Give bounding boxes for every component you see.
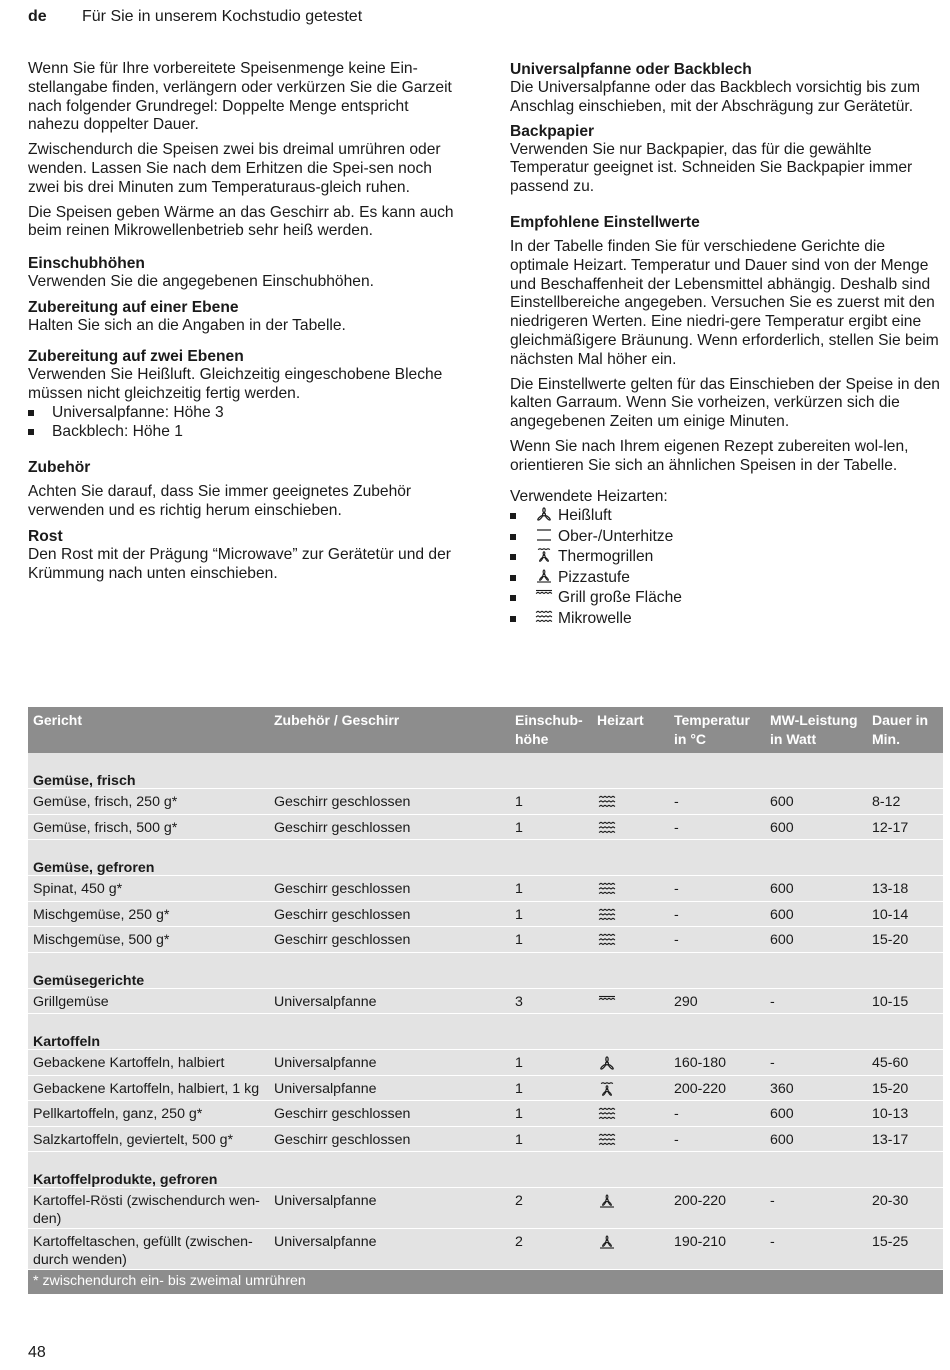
cell-temperatur: - xyxy=(674,794,679,810)
table-row xyxy=(28,1101,943,1127)
grill-large-icon xyxy=(534,589,554,603)
heating-mode-item xyxy=(510,506,942,527)
cell-gericht: Grillgemüse xyxy=(33,993,109,1010)
heating-mode-item xyxy=(510,547,942,568)
table-row xyxy=(28,1127,943,1153)
cell-mw-leistung: 600 xyxy=(770,794,794,810)
paragraph: Wenn Sie nach Ihrem eigenen Rezept zubereiten wol-len, orientieren Sie sich an ähnlichen Speisen in der Tabelle. xyxy=(510,437,909,474)
microwave-icon xyxy=(597,821,672,835)
column-header-einschubhoehe: Einschub- höhe xyxy=(515,712,583,747)
cell-mw-leistung: 360 xyxy=(770,1080,794,1097)
cell-gericht: Pellkartoffeln, ganz, 250 g* xyxy=(33,1106,203,1122)
heating-mode-item xyxy=(510,568,942,589)
cell-gericht: Mischgemüse, 250 g* xyxy=(33,906,170,923)
table-row xyxy=(28,902,943,928)
paragraph: Achten Sie darauf, dass Sie immer geeignetes Zubehör verwenden und es richtig herum einschieben. xyxy=(28,483,412,520)
cell-mw-leistung: 600 xyxy=(770,1131,794,1148)
list-item: Universalpfanne: Höhe 3 xyxy=(28,403,464,422)
heading-zwei-ebenen: Zubereitung auf zwei Ebenen xyxy=(28,347,244,365)
paragraph: Die Speisen geben Wärme an das Geschirr ab. Es kann auch beim reinen Mikrowellenbetrieb sehr heiß werden. xyxy=(28,203,454,240)
heating-mode-label: Heißluft xyxy=(558,507,612,525)
page-header xyxy=(28,6,362,28)
cell-einschubhoehe: 2 xyxy=(515,1193,523,1209)
column-header-zubehoer: Zubehör / Geschirr xyxy=(274,712,400,728)
cell-temperatur: - xyxy=(674,906,679,923)
table-group-title: Gemüsegerichte xyxy=(28,953,943,989)
microwave-icon xyxy=(597,1107,672,1121)
cell-zubehoer: Geschirr geschlossen xyxy=(274,794,411,810)
cell-zubehoer: Universalpfanne xyxy=(274,1234,377,1250)
cell-temperatur: - xyxy=(674,881,679,897)
heading-universalpfanne: Universalpfanne oder Backblech xyxy=(510,61,752,78)
cell-zubehoer: Geschirr geschlossen xyxy=(274,819,411,836)
cell-zubehoer: Universalpfanne xyxy=(274,1193,377,1209)
cell-dauer: 10-14 xyxy=(872,906,909,923)
paragraph: Halten Sie sich an die Angaben in der Tabelle. xyxy=(28,316,346,334)
heating-mode-label: Mikrowelle xyxy=(558,609,632,627)
heating-mode-item xyxy=(510,609,942,630)
fan-icon xyxy=(597,1056,672,1070)
table-row xyxy=(28,1188,943,1229)
cell-einschubhoehe: 1 xyxy=(515,1055,523,1071)
paragraph: Die Einstellwerte gelten für das Einschieben der Speise in den kalten Garraum. Wenn Sie vorheizen, verkürzen sich die angegebenen Zeiten um einige Minuten. xyxy=(510,375,940,431)
table-row xyxy=(28,789,943,815)
thermogrill-icon xyxy=(534,548,554,562)
cell-temperatur: 160-180 xyxy=(674,1055,727,1071)
cell-einschubhoehe: 1 xyxy=(515,1080,523,1097)
left-column xyxy=(28,60,464,590)
microwave-icon xyxy=(597,882,672,896)
language-code: de xyxy=(28,8,47,25)
column-header-mw-leistung: MW-Leistung in Watt xyxy=(770,712,858,747)
page-number: 48 xyxy=(28,1344,46,1361)
cell-dauer: 13-17 xyxy=(872,1131,909,1148)
column-header-gericht: Gericht xyxy=(33,712,83,728)
cell-temperatur: 190-210 xyxy=(674,1234,727,1250)
pizza-setting-icon xyxy=(597,1194,672,1208)
list-zwei-ebenen xyxy=(28,403,464,441)
cell-dauer: 13-18 xyxy=(872,881,909,897)
cell-mw-leistung: - xyxy=(770,1193,775,1209)
paragraph: Den Rost mit der Prägung “Microwave” zur Gerätetür und der Krümmung nach unten einschieben. xyxy=(28,545,451,582)
pizza-setting-icon xyxy=(534,569,554,583)
cell-mw-leistung: 600 xyxy=(770,881,794,897)
top-bottom-heat-icon xyxy=(534,528,554,542)
heating-mode-label: Thermogrillen xyxy=(558,548,654,566)
cell-zubehoer: Geschirr geschlossen xyxy=(274,932,411,948)
cell-gericht: Gemüse, frisch, 250 g* xyxy=(33,794,178,810)
table-group-title: Gemüse, gefroren xyxy=(28,840,943,876)
microwave-icon xyxy=(597,1133,672,1147)
cell-zubehoer: Universalpfanne xyxy=(274,993,377,1010)
cell-gericht: Gebackene Kartoffeln, halbiert, 1 kg xyxy=(33,1080,260,1097)
cell-dauer: 10-15 xyxy=(872,993,909,1010)
cell-dauer: 12-17 xyxy=(872,819,909,836)
cell-temperatur: - xyxy=(674,1106,679,1122)
cell-dauer: 8-12 xyxy=(872,794,901,810)
microwave-icon xyxy=(597,908,672,922)
paragraph: In der Tabelle finden Sie für verschiedene Gerichte die optimale Heizart. Temperatur und Dauer sind von der Menge und Beschaffenheit der Lebensmittel abhängig. Deshalb sind Einstellbereiche angegeben. Versuchen Sie es zuerst mit den niedrigeren Werten. Eine niedri-gere Temperatur ergibt eine gleichmäßigere Bräunung. Wenn erforderlich, stellen Sie beim nächsten Mal höher ein. xyxy=(510,237,939,368)
cell-gericht: Mischgemüse, 500 g* xyxy=(33,932,170,948)
cell-zubehoer: Geschirr geschlossen xyxy=(274,1106,411,1122)
paragraph: Verwenden Sie Heißluft. Gleichzeitig eingeschobene Bleche müssen nicht gleichzeitig fertig werden. xyxy=(28,365,443,402)
cell-einschubhoehe: 2 xyxy=(515,1234,523,1250)
cell-mw-leistung: 600 xyxy=(770,1106,794,1122)
cell-zubehoer: Geschirr geschlossen xyxy=(274,881,411,897)
cell-dauer: 15-25 xyxy=(872,1234,909,1250)
cell-einschubhoehe: 1 xyxy=(515,1131,523,1148)
grill-large-icon xyxy=(597,995,672,1009)
heating-mode-item xyxy=(510,527,942,548)
cell-einschubhoehe: 1 xyxy=(515,1106,523,1122)
cell-temperatur: 200-220 xyxy=(674,1080,727,1097)
microwave-icon xyxy=(597,933,672,947)
heading-zubehoer: Zubehör xyxy=(28,459,91,477)
column-header-heizart: Heizart xyxy=(597,712,644,728)
cell-zubehoer: Geschirr geschlossen xyxy=(274,1131,411,1148)
heading-rost: Rost xyxy=(28,527,63,545)
cell-einschubhoehe: 1 xyxy=(515,881,523,897)
column-header-temperatur: Temperatur in °C xyxy=(674,712,750,747)
cell-gericht: Gemüse, frisch, 500 g* xyxy=(33,819,178,836)
paragraph: Die Universalpfanne oder das Backblech vorsichtig bis zum Anschlag einschieben, mit der Abschrägung zur Gerätetür. xyxy=(510,79,920,115)
heating-mode-label: Grill große Fläche xyxy=(558,589,682,607)
cell-einschubhoehe: 1 xyxy=(515,906,523,923)
table-row xyxy=(28,1076,943,1102)
heating-mode-item xyxy=(510,588,942,609)
table-group-title: Kartoffelprodukte, gefroren xyxy=(28,1152,943,1188)
cell-mw-leistung: 600 xyxy=(770,819,794,836)
heading-einschubhoehen: Einschubhöhen xyxy=(28,255,145,273)
heading-backpapier: Backpapier xyxy=(510,122,595,140)
cell-dauer: 15-20 xyxy=(872,1080,909,1097)
cell-temperatur: 290 xyxy=(674,993,698,1010)
cell-temperatur: - xyxy=(674,819,679,836)
cell-einschubhoehe: 1 xyxy=(515,932,523,948)
table-group-title: Gemüse, frisch xyxy=(28,753,943,789)
microwave-icon xyxy=(597,795,672,809)
cell-gericht: Kartoffel-Rösti (zwischendurch wen-den) xyxy=(33,1193,260,1227)
cell-mw-leistung: - xyxy=(770,993,775,1010)
cell-mw-leistung: 600 xyxy=(770,906,794,923)
cell-gericht: Salzkartoffeln, geviertelt, 500 g* xyxy=(33,1131,234,1148)
pizza-setting-icon xyxy=(597,1235,672,1249)
paragraph: Zwischendurch die Speisen zwei bis dreimal umrühren oder wenden. Lassen Sie nach dem Erhitzen die Spei-sen noch zwei bis drei Minuten zum Temperaturaus-gleich ruhen. xyxy=(28,141,441,196)
microwave-icon xyxy=(534,610,554,624)
cell-gericht: Gebackene Kartoffeln, halbiert xyxy=(33,1055,225,1071)
table-row xyxy=(28,989,943,1015)
cell-temperatur: 200-220 xyxy=(674,1193,727,1209)
table-row xyxy=(28,1050,943,1076)
cell-gericht: Spinat, 450 g* xyxy=(33,881,123,897)
thermogrill-icon xyxy=(597,1082,672,1096)
table-row xyxy=(28,1229,943,1270)
cell-dauer: 45-60 xyxy=(872,1055,909,1071)
column-header-dauer: Dauer in Min. xyxy=(872,712,929,747)
cell-mw-leistung: - xyxy=(770,1234,775,1250)
heading-empfohlene-einstellwerte: Empfohlene Einstellwerte xyxy=(510,213,700,231)
fan-icon xyxy=(534,507,554,521)
heating-mode-label: Pizzastufe xyxy=(558,568,630,586)
cell-einschubhoehe: 1 xyxy=(515,794,523,810)
cell-dauer: 10-13 xyxy=(872,1106,909,1122)
cell-zubehoer: Universalpfanne xyxy=(274,1080,377,1097)
cell-mw-leistung: - xyxy=(770,1055,775,1071)
header-title: Für Sie in unserem Kochstudio getestet xyxy=(82,8,363,25)
cell-einschubhoehe: 3 xyxy=(515,993,523,1010)
cell-dauer: 15-20 xyxy=(872,932,909,948)
cell-dauer: 20-30 xyxy=(872,1193,909,1209)
paragraph: Verwendete Heizarten: xyxy=(510,487,668,505)
table-row xyxy=(28,876,943,902)
table-body xyxy=(28,753,943,1270)
heating-mode-label: Ober-/Unterhitze xyxy=(558,527,674,545)
right-column xyxy=(510,60,942,635)
cell-temperatur: - xyxy=(674,1131,679,1148)
table-group-title: Kartoffeln xyxy=(28,1014,943,1050)
cell-gericht: Kartoffeltaschen, gefüllt (zwischen-durch wenden) xyxy=(33,1234,253,1268)
heating-modes-list xyxy=(510,506,942,629)
paragraph: Wenn Sie für Ihre vorbereitete Speisenmenge keine Ein-stellangabe finden, verlängern oder verkürzen Sie die Garzeit nach folgender Grundregel: Doppelte Menge entspricht nahezu doppelter Dauer. xyxy=(28,60,452,134)
table-row xyxy=(28,815,943,841)
cell-einschubhoehe: 1 xyxy=(515,819,523,836)
list-item: Backblech: Höhe 1 xyxy=(28,422,464,441)
table-header xyxy=(28,707,943,753)
cell-zubehoer: Universalpfanne xyxy=(274,1055,377,1071)
table-footnote: * zwischendurch ein- bis zweimal umrühren xyxy=(28,1270,943,1294)
heading-eine-ebene: Zubereitung auf einer Ebene xyxy=(28,298,239,316)
cell-mw-leistung: 600 xyxy=(770,932,794,948)
cell-temperatur: - xyxy=(674,932,679,948)
settings-table xyxy=(28,707,943,1294)
cell-zubehoer: Geschirr geschlossen xyxy=(274,906,411,923)
paragraph: Verwenden Sie die angegebenen Einschubhöhen. xyxy=(28,273,374,291)
paragraph: Verwenden Sie nur Backpapier, das für die gewählte Temperatur geeignet ist. Schneiden Sie Backpapier immer passend zu. xyxy=(510,140,913,196)
table-row xyxy=(28,927,943,953)
